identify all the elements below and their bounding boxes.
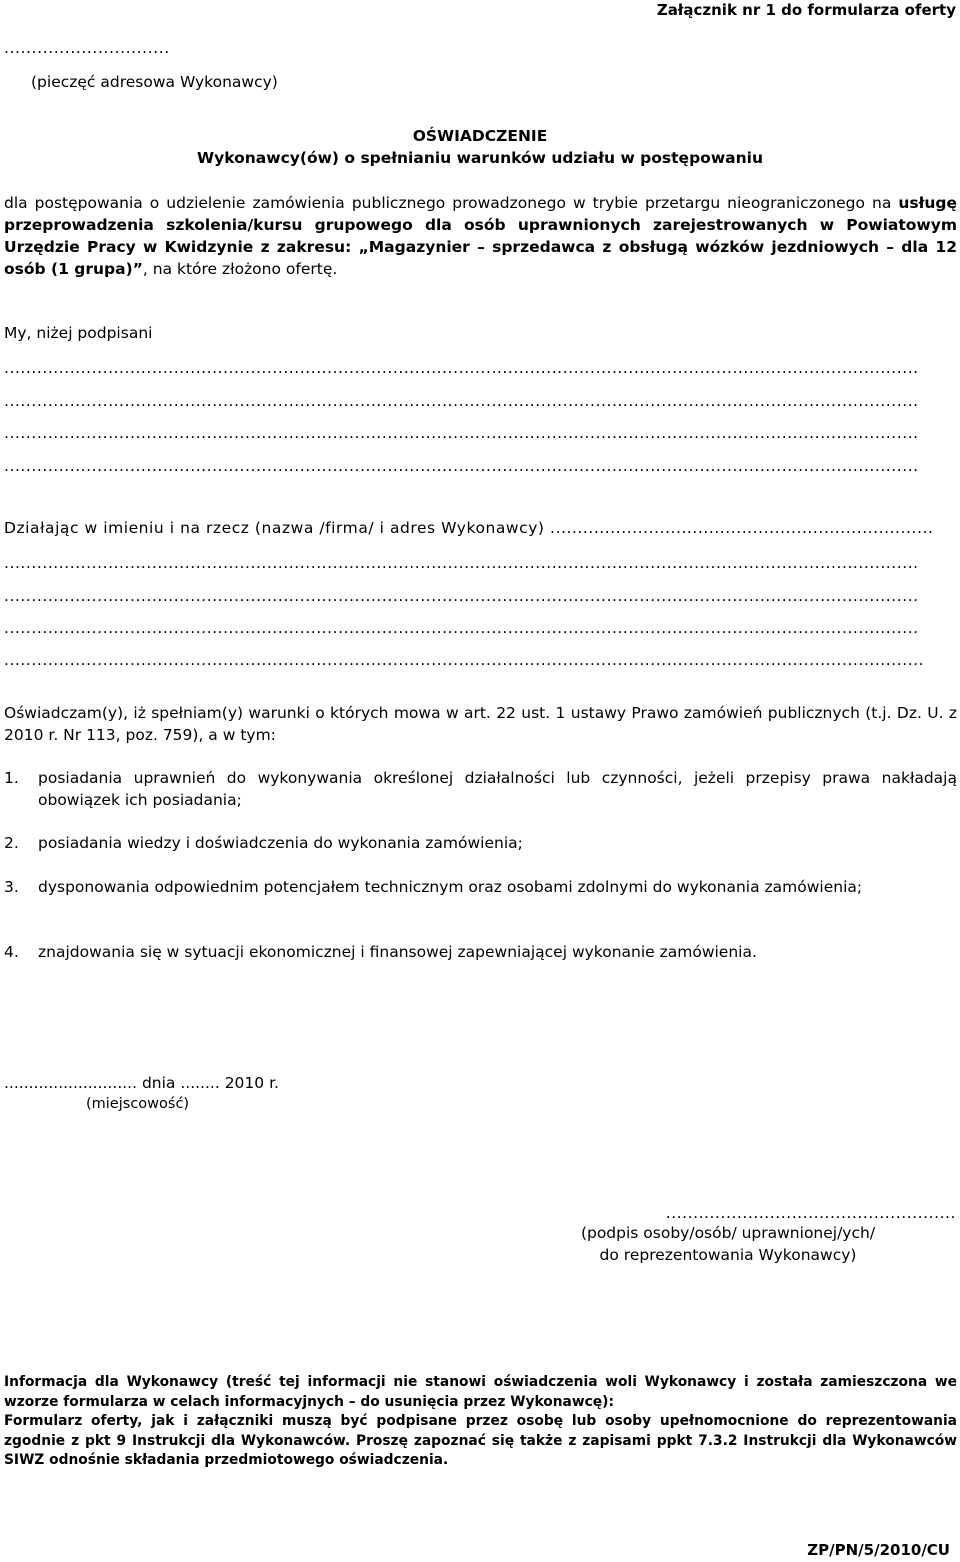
condition-text: posiadania wiedzy i doświadczenia do wykonania zamówienia; bbox=[38, 834, 523, 852]
acting-dot-line: ....................................................................................................................................................................... bbox=[4, 619, 919, 637]
place-date-line: ........................... dnia ........ 2010 r. bbox=[4, 1074, 279, 1092]
acting-dot-line: ........................................................................................................................................................................ bbox=[4, 651, 925, 669]
footer-reference: ZP/PN/5/2010/CU bbox=[807, 1541, 950, 1559]
acting-dot-line: ....................................................................................................................................................................... bbox=[4, 554, 919, 572]
signatories-label: My, niżej podpisani bbox=[4, 324, 153, 342]
info-paragraph: Informacja dla Wykonawcy (treść tej informacji nie stanowi oświadczenia woli Wykonawcy i została zamieszczona we wzorze formularza w celach informacyjnych – do usunięcia przez Wykonawcę): bbox=[4, 1374, 957, 1410]
signatory-dot-line: ....................................................................................................................................................................... bbox=[4, 457, 919, 475]
info-instructions: Formularz oferty, jak i załączniki muszą być podpisane przez osobę lub osoby upełnomocnione do reprezentowania zgodnie z pkt 9 Instrukcji dla Wykonawców. Proszę zapoznać się także z zapisami ppkt 7.3.2 Instrukcji dla Wykonawców SIWZ odnośnie składania przedmiotowego oświadczenia. bbox=[4, 1413, 957, 1468]
declaration-text: Oświadczam(y), iż spełniam(y) warunki o których mowa w art. 22 ust. 1 ustawy Prawo zamówień publicznych (t.j. Dz. U. z 2010 r. Nr 113, poz. 759), a w tym: bbox=[4, 704, 957, 744]
condition-number: 4. bbox=[4, 943, 19, 961]
intro-paragraph bbox=[4, 192, 957, 280]
document-title: OŚWIADCZENIE bbox=[412, 127, 548, 145]
condition-number: 1. bbox=[4, 769, 19, 787]
signature-caption: do reprezentowania Wykonawcy) bbox=[599, 1246, 857, 1264]
intro-subject: usługę przeprowadzenia szkolenia/kursu grupowego dla osób uprawnionych zarejestrowanych w Powiatowym Urzędzie Pracy w Kwidzynie z zakresu: „Magazynier – sprzedawca z obsługą wózków jezdniowych – dla 12 osób (1 grupa)” bbox=[4, 194, 957, 278]
condition-number: 2. bbox=[4, 834, 19, 852]
signature-dots: ..................................................... bbox=[665, 1204, 956, 1222]
condition-number: 3. bbox=[4, 878, 19, 896]
condition-text: posiadania uprawnień do wykonywania określonej działalności lub czynności, jeżeli przepisy prawa nakładają obowiązek ich posiadania; bbox=[38, 769, 957, 809]
place-caption: (miejscowość) bbox=[86, 1096, 190, 1112]
acting-label: Działając w imieniu i na rzecz (nazwa /firma/ i adres Wykonawcy) ...................................................................... bbox=[4, 519, 934, 537]
signatory-dot-line: ....................................................................................................................................................................... bbox=[4, 359, 919, 377]
stamp-caption: (pieczęć adresowa Wykonawcy) bbox=[31, 73, 278, 91]
intro-text-end: , na które złożono ofertę. bbox=[142, 260, 338, 278]
acting-dot-line: ....................................................................................................................................................................... bbox=[4, 587, 919, 605]
condition-text: znajdowania się w sytuacji ekonomicznej i finansowej zapewniającej wykonanie zamówienia. bbox=[38, 943, 757, 961]
stamp-dots: .............................. bbox=[4, 39, 170, 57]
intro-text-start: dla postępowania o udzielenie zamówienia publicznego prowadzonego w trybie przetargu nieograniczonego na bbox=[4, 194, 899, 212]
attachment-label: Załącznik nr 1 do formularza oferty bbox=[656, 1, 956, 19]
document-subtitle: Wykonawcy(ów) o spełnianiu warunków udziału w postępowaniu bbox=[197, 149, 763, 167]
condition-text: dysponowania odpowiednim potencjałem technicznym oraz osobami zdolnymi do wykonania zamówienia; bbox=[38, 878, 863, 896]
signatory-dot-line: ....................................................................................................................................................................... bbox=[4, 392, 919, 410]
signature-caption: (podpis osoby/osób/ uprawnionej/ych/ bbox=[580, 1224, 876, 1242]
signatory-dot-line: ....................................................................................................................................................................... bbox=[4, 424, 919, 442]
